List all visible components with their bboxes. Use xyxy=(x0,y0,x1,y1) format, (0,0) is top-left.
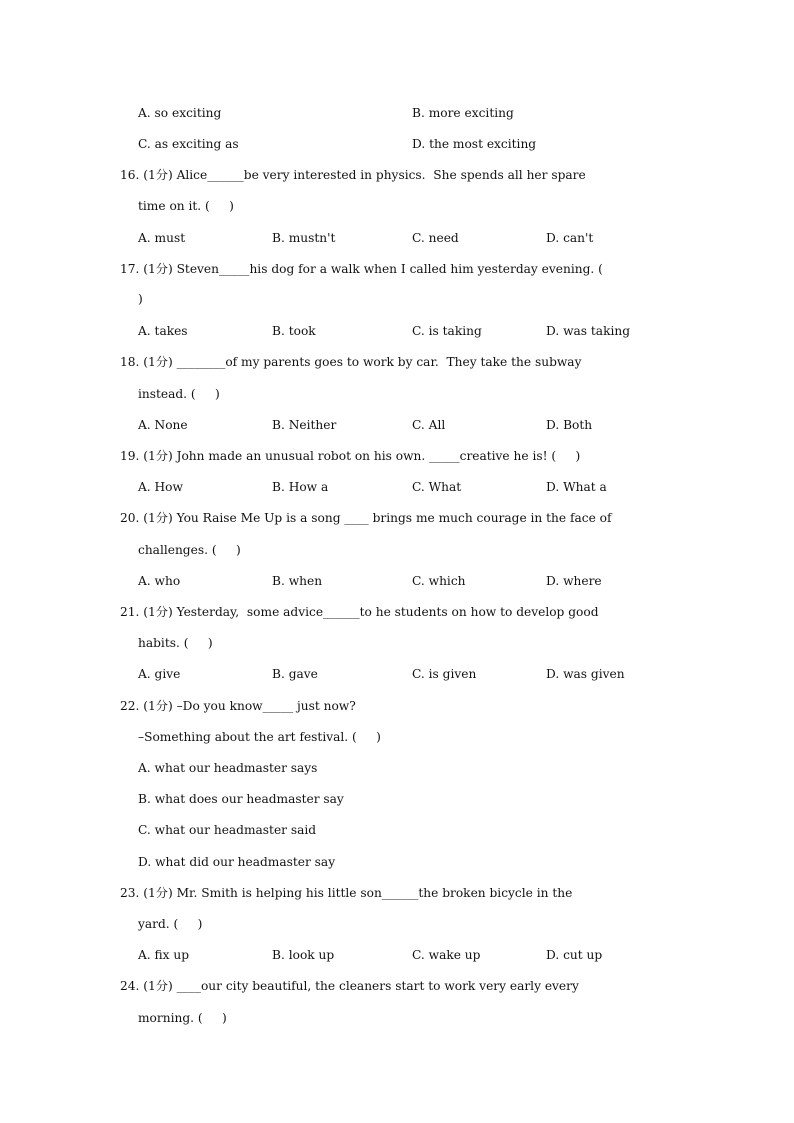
q17-option-d[interactable]: D. was taking xyxy=(546,324,631,338)
q15-option-c[interactable]: C. as exciting as xyxy=(138,137,239,151)
q17-stem-line1: 17. (1分) Steven_____his dog for a walk when I called him yesterday evening. ( xyxy=(120,262,603,276)
q20-option-c[interactable]: C. which xyxy=(412,574,466,588)
q20-stem-line1: 20. (1分) You Raise Me Up is a song ____ brings me much courage in the face of xyxy=(120,511,612,525)
q19-option-b[interactable]: B. How a xyxy=(272,480,329,494)
q22-option-a[interactable]: A. what our headmaster says xyxy=(138,761,318,775)
q18-option-d[interactable]: D. Both xyxy=(546,418,593,432)
q23-stem-line1: 23. (1分) Mr. Smith is helping his little son______the broken bicycle in the xyxy=(120,886,573,900)
q16-option-b[interactable]: B. mustn't xyxy=(272,231,336,245)
q19-option-d[interactable]: D. What a xyxy=(546,480,607,494)
q16-stem-line2: time on it. ( ) xyxy=(138,199,234,213)
q23-option-b[interactable]: B. look up xyxy=(272,948,335,962)
q18-option-b[interactable]: B. Neither xyxy=(272,418,337,432)
q21-option-b[interactable]: B. gave xyxy=(272,667,318,681)
q21-option-d[interactable]: D. was given xyxy=(546,667,625,681)
q22-option-d[interactable]: D. what did our headmaster say xyxy=(138,855,336,869)
q21-stem-line1: 21. (1分) Yesterday, some advice______to he students on how to develop good xyxy=(120,605,599,619)
q23-stem-line2: yard. ( ) xyxy=(138,917,203,931)
q23-option-d[interactable]: D. cut up xyxy=(546,948,603,962)
q22-stem-line2: –Something about the art festival. ( ) xyxy=(138,730,381,744)
q18-option-a[interactable]: A. None xyxy=(138,418,188,432)
q16-stem-line1: 16. (1分) Alice______be very interested in physics. She spends all her spare xyxy=(120,168,586,182)
q18-stem-line2: instead. ( ) xyxy=(138,387,220,401)
q20-stem-line2: challenges. ( ) xyxy=(138,543,241,557)
q22-stem-line1: 22. (1分) –Do you know_____ just now? xyxy=(120,699,356,713)
q21-option-a[interactable]: A. give xyxy=(138,667,181,681)
q16-option-d[interactable]: D. can't xyxy=(546,231,594,245)
q16-option-a[interactable]: A. must xyxy=(138,231,186,245)
q18-option-c[interactable]: C. All xyxy=(412,418,446,432)
q16-option-c[interactable]: C. need xyxy=(412,231,459,245)
q17-stem-line2: ) xyxy=(138,292,143,306)
q22-option-c[interactable]: C. what our headmaster said xyxy=(138,823,317,837)
q19-stem-line1: 19. (1分) John made an unusual robot on his own. _____creative he is! ( ) xyxy=(120,449,581,463)
q15-option-a[interactable]: A. so exciting xyxy=(138,106,222,120)
q23-option-a[interactable]: A. fix up xyxy=(138,948,190,962)
q15-option-b[interactable]: B. more exciting xyxy=(412,106,514,120)
q18-stem-line1: 18. (1分) ________of my parents goes to work by car. They take the subway xyxy=(120,355,582,369)
q20-option-d[interactable]: D. where xyxy=(546,574,602,588)
q15-option-d[interactable]: D. the most exciting xyxy=(412,137,537,151)
q22-option-b[interactable]: B. what does our headmaster say xyxy=(138,792,344,806)
q17-option-a[interactable]: A. takes xyxy=(138,324,188,338)
q17-option-c[interactable]: C. is taking xyxy=(412,324,482,338)
q24-stem-line2: morning. ( ) xyxy=(138,1011,227,1025)
q21-option-c[interactable]: C. is given xyxy=(412,667,477,681)
q20-option-a[interactable]: A. who xyxy=(138,574,181,588)
q19-option-c[interactable]: C. What xyxy=(412,480,462,494)
q19-option-a[interactable]: A. How xyxy=(138,480,183,494)
q21-stem-line2: habits. ( ) xyxy=(138,636,213,650)
q23-option-c[interactable]: C. wake up xyxy=(412,948,481,962)
q20-option-b[interactable]: B. when xyxy=(272,574,323,588)
q24-stem-line1: 24. (1分) ____our city beautiful, the cleaners start to work very early every xyxy=(120,979,579,993)
q17-option-b[interactable]: B. took xyxy=(272,324,316,338)
